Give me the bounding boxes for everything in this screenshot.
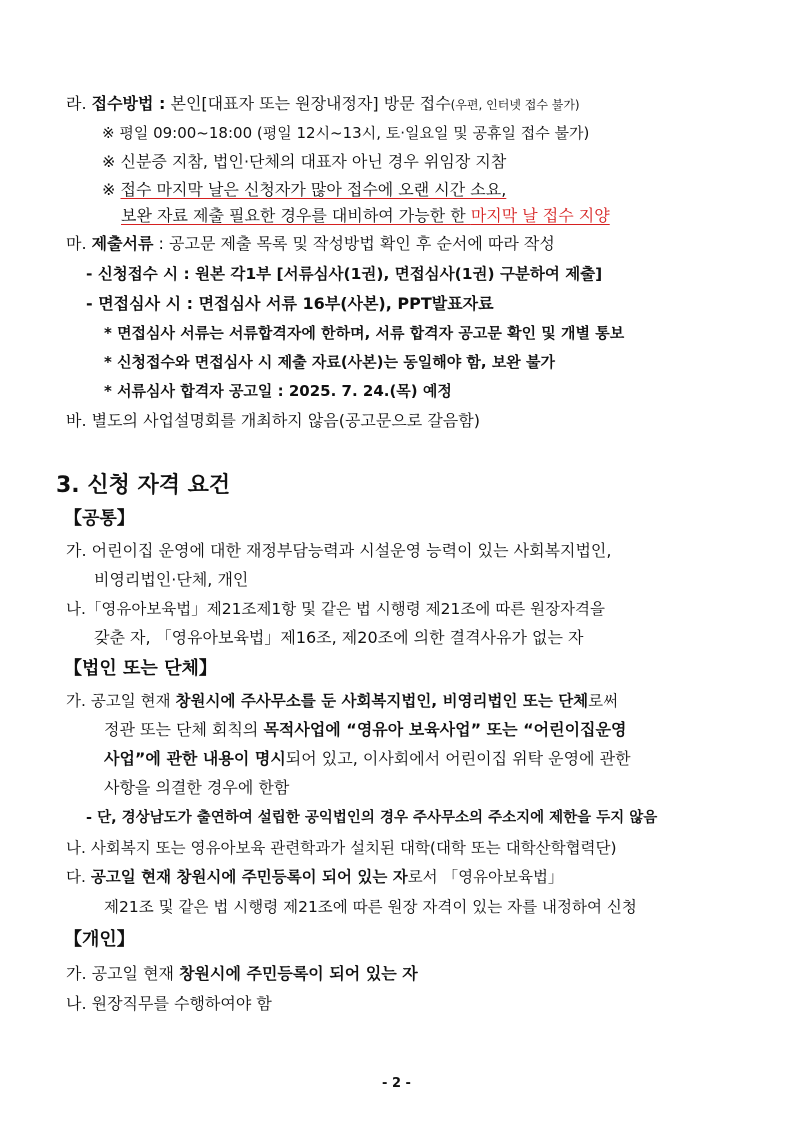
ma-marker: 마. [66,234,87,253]
common-ga-2: 비영리법인·단체, 개인 [94,570,249,589]
corp-ga-2-bold: 목적사업에 “영유아 보육사업” 또는 “어린이집운영 [263,720,627,739]
indiv-ga [66,964,418,984]
corp-ga-1-bold: 창원시에 주사무소를 둔 사회복지법인, 비영리법인 또는 단체 [175,692,589,710]
ma-title: 제출서류 [91,234,154,253]
corp-heading: 【법인 또는 단체】 [64,658,217,679]
ra-line [66,94,580,115]
corp-ga-2-pre: 정관 또는 단체 회칙의 [104,720,264,739]
common-ga-1: 가. 어린이집 운영에 대한 재정부담능력과 시설운영 능력이 있는 사회복지법인, [66,541,612,560]
ra-note-3-red-emphasis: 마지막 날 접수 지양 [470,206,610,225]
indiv-ga-bold: 창원시에 주민등록이 되어 있는 자 [179,964,418,983]
section-title: 3. 신청 자격 요건 [56,473,231,498]
ra-note-3-warning: 접수 마지막 날은 신청자가 많아 접수에 오랜 시간 소요, [120,180,507,199]
ma-bullet-1: - 신청접수 시 : 원본 각1부 [서류심사(1권), 면접심사(1권) 구분하여 제출] [86,265,603,283]
ra-note: (우편, 인터넷 접수 불가) [450,98,580,112]
corp-ga-1-pre: 가. 공고일 현재 [66,692,176,710]
corp-da-2: 제21조 및 같은 법 시행령 제21조에 따른 원장 자격이 있는 자를 내정하여 신청 [104,898,637,916]
corp-ga-3-bold: 사업”에 관한 내용이 명시 [104,749,286,768]
corp-ga-3-post: 되어 있고, 이사회에서 어린이집 위탁 운영에 관한 [285,749,631,768]
ra-marker: 라. [66,94,87,113]
ma-bullet-2: - 면접심사 시 : 면접심사 서류 16부(사본), PPT발표자료 [86,294,494,313]
ra-note-3-cont [121,206,610,226]
corp-dash-note: - 단, 경상남도가 출연하여 설립한 공익법인의 경우 주사무소의 주소지에 제한을 두지 않음 [86,810,658,826]
ma-sub-1: * 면접심사 서류는 서류합격자에 한하며, 서류 합격자 공고문 확인 및 개별 통보 [104,324,625,342]
ra-text: 본인[대표자 또는 원장내정자] 방문 접수 [165,94,451,113]
common-na-2: 갖춘 자, 「영유아보육법」제16조, 제20조에 의한 결격사유가 없는 자 [94,628,584,647]
corp-da-1 [66,867,563,887]
ma-text: : 공고문 제출 목록 및 작성방법 확인 후 순서에 따라 작성 [153,234,555,253]
common-heading: 【공통】 [64,508,135,529]
corp-da-1-post: 로서 「영유아보육법」 [407,868,564,886]
corp-ga-4: 사항을 의결한 경우에 한함 [104,778,290,797]
ma-sub-2: * 신청접수와 면접심사 시 제출 자료(사본)는 동일해야 함, 보완 불가 [104,353,555,371]
ra-note-3 [102,180,506,200]
ba-line [66,411,480,431]
corp-da-1-pre: 다. [66,868,91,886]
individual-heading: 【개인】 [64,929,135,950]
ra-note-2: ※ 신분증 지참, 법인·단체의 대표자 아닌 경우 위임장 지참 [102,152,507,171]
indiv-na: 나. 원장직무를 수행하여야 함 [66,994,272,1013]
ba-marker: 바. [66,411,87,430]
common-na-1: 나.「영유아보육법」제21조제1항 및 같은 법 시행령 제21조에 따른 원장자격을 [66,600,605,618]
ra-note-3-cont-text: 보완 자료 제출 필요한 경우를 대비하여 가능한 한 [121,206,471,225]
ma-line [66,234,555,254]
ra-title: 접수방법 : [91,94,166,113]
corp-ga-1-post: 로써 [588,692,619,710]
ba-text: 별도의 사업설명회를 개최하지 않음(공고문으로 갈음함) [86,411,480,430]
corp-na: 나. 사회복지 또는 영유아보육 관련학과가 설치된 대학(대학 또는 대학산학협력단) [66,839,617,857]
ra-note-3-mark: ※ [102,180,121,199]
ma-sub-3: * 서류심사 합격자 공고일 : 2025. 7. 24.(목) 예정 [104,382,452,400]
corp-ga-3 [104,749,631,769]
ra-note-1: ※ 평일 09:00~18:00 (평일 12시~13시, 토·일요일 및 공휴일 접수 불가) [102,124,590,142]
corp-da-1-bold: 공고일 현재 창원시에 주민등록이 되어 있는 자 [90,868,408,886]
corp-ga-2 [104,720,626,740]
indiv-ga-pre: 가. 공고일 현재 [66,964,180,983]
page-number: - 2 - [382,1076,411,1091]
corp-ga-1 [66,691,618,711]
